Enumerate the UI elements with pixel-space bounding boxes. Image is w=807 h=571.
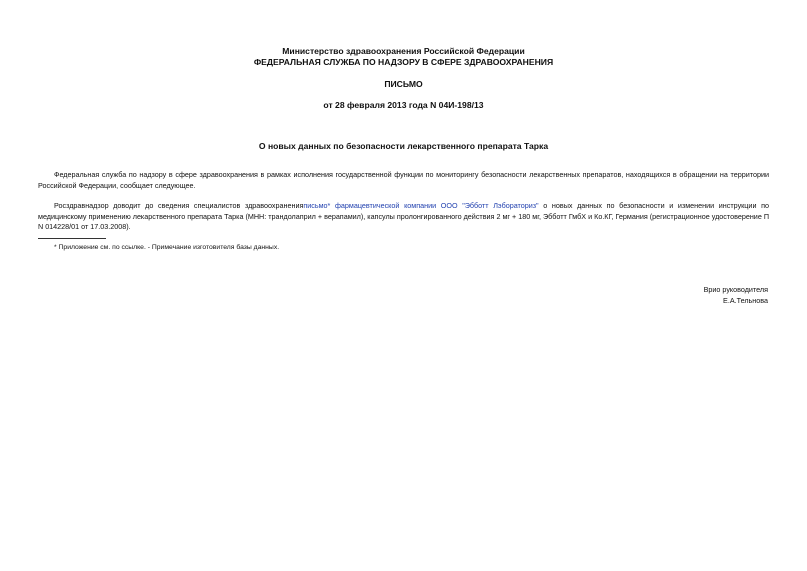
paragraph-intro-text: Федеральная служба по надзору в сфере здравоохранения в рамках исполнения государственной функции по мониторингу безопасности лекарственных препаратов, находящихся в обращении на территории Российской Федерации, сообщает следующее. bbox=[38, 170, 769, 190]
ministry-heading: Министерство здравоохранения Российской Федерации bbox=[282, 46, 525, 56]
footnote-divider bbox=[38, 238, 106, 239]
service-heading: ФЕДЕРАЛЬНАЯ СЛУЖБА ПО НАДЗОРУ В СФЕРЕ ЗДРАВООХРАНЕНИЯ bbox=[253, 57, 554, 67]
document-type: ПИСЬМО bbox=[384, 79, 423, 89]
letter-link[interactable]: письмо* фармацевтической компании ООО "Эбботт Лэбораториз" bbox=[303, 201, 539, 210]
paragraph-intro bbox=[38, 170, 769, 191]
footnote: * Приложение см. по ссылке. - Примечание изготовителя базы данных. bbox=[54, 244, 280, 251]
paragraph-main-lead: Росздравнадзор доводит до сведения специалистов здравоохранения bbox=[54, 201, 304, 210]
paragraph-main-rest: о новых данных по безопасности и изменении инструкции по медицинскому применению лекарственного препарата Тарка (МНН: трандолаприл + верапамил), капсулы пролонгированного действия 2 мг + 180 мг, Эбботт ГмбХ и Ко.КГ, Германия (регистрационное удостоверение П N 014228/01 от 17.03.2008). bbox=[38, 201, 769, 232]
signature-name: Е.А.Тельнова bbox=[723, 296, 768, 305]
document-date-number: от 28 февраля 2013 года N 04И-198/13 bbox=[323, 100, 484, 110]
document-title: О новых данных по безопасности лекарственного препарата Тарка bbox=[258, 141, 549, 151]
paragraph-main bbox=[38, 201, 769, 233]
signature-position: Врио руководителя bbox=[703, 285, 768, 294]
